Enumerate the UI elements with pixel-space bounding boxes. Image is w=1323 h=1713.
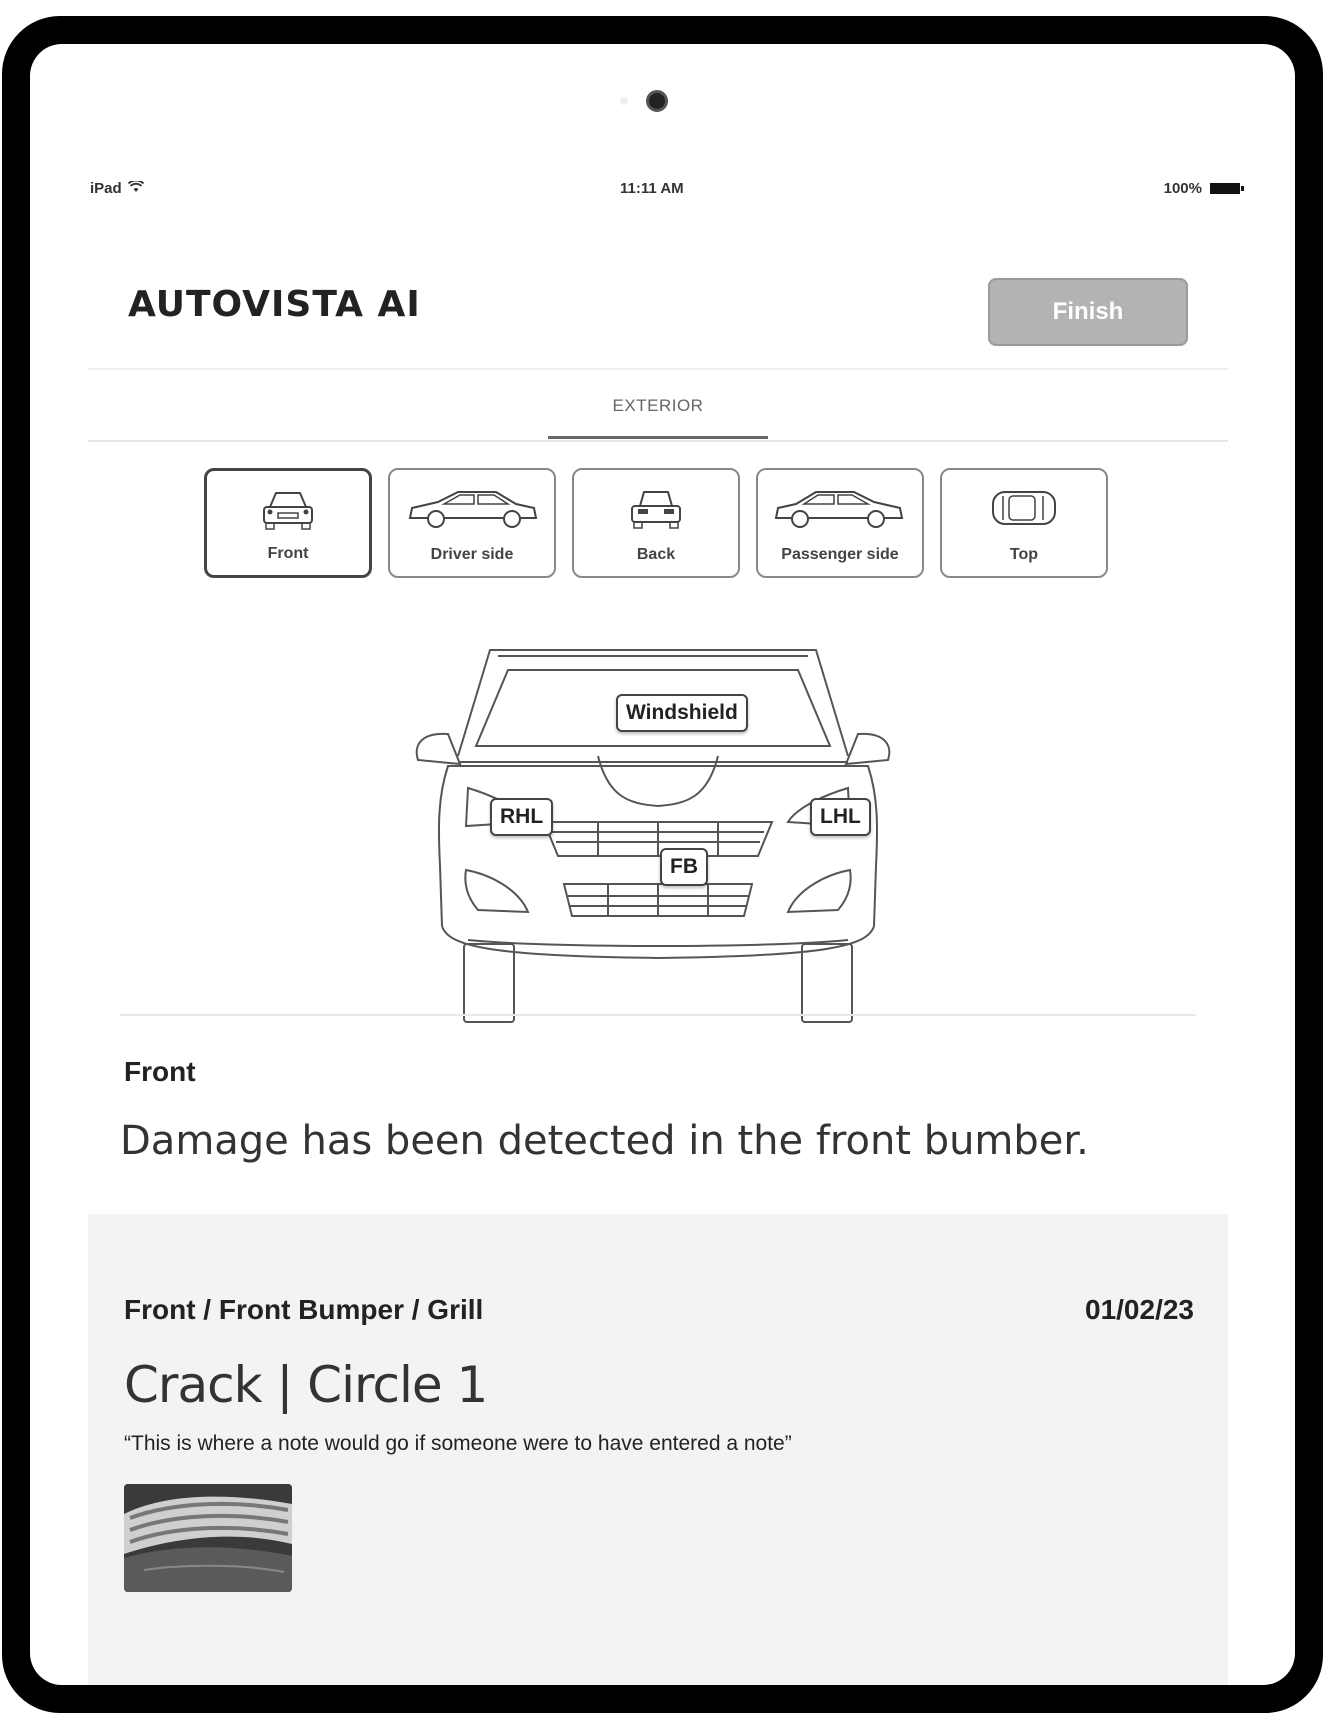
- damage-photo-thumbnail[interactable]: [124, 1484, 292, 1592]
- damage-location-path: Front / Front Bumper / Grill: [124, 1294, 484, 1325]
- view-front-label: Front: [267, 545, 309, 562]
- car-front-icon: [256, 487, 320, 536]
- view-driver-side-button[interactable]: [388, 468, 556, 578]
- view-back-label: Back: [636, 546, 676, 563]
- view-driver-side-label: Driver side: [430, 546, 514, 563]
- windshield-tag[interactable]: Windshield: [616, 694, 748, 732]
- active-tab-indicator: [548, 436, 768, 439]
- section-title: Front: [124, 1056, 196, 1087]
- ipad-frame: [2, 16, 1323, 1713]
- view-back-button[interactable]: [572, 468, 740, 578]
- sensor-dot: [620, 97, 628, 105]
- tab-exterior[interactable]: EXTERIOR: [612, 396, 704, 415]
- fb-tag[interactable]: FB: [660, 848, 708, 886]
- app-header: [88, 206, 1228, 368]
- battery-percent: 100%: [1163, 180, 1202, 197]
- status-bar: [90, 180, 1250, 204]
- tab-bar: [88, 370, 1228, 442]
- camera-icon: [646, 90, 668, 112]
- damage-title: Crack | Circle 1: [124, 1356, 488, 1414]
- wifi-icon: [128, 180, 144, 197]
- view-top-button[interactable]: [940, 468, 1108, 578]
- view-top-label: Top: [1009, 546, 1039, 563]
- view-passenger-side-label: Passenger side: [781, 546, 899, 563]
- app-logo: AUTOVISTA AI: [128, 284, 421, 325]
- device-name: iPad: [90, 180, 122, 197]
- tab-divider: [88, 440, 1228, 442]
- lhl-tag[interactable]: LHL: [810, 798, 871, 836]
- car-side-icon: [772, 486, 908, 535]
- view-front-button[interactable]: [204, 468, 372, 578]
- car-back-icon: [624, 486, 688, 535]
- view-selector: [204, 468, 1108, 578]
- finish-button[interactable]: Finish: [988, 278, 1188, 346]
- damage-summary: Damage has been detected in the front bumber.: [120, 1118, 1089, 1164]
- battery-icon: [1210, 183, 1240, 194]
- diagram-divider: [120, 1014, 1196, 1016]
- view-passenger-side-button[interactable]: [756, 468, 924, 578]
- car-side-icon: [404, 486, 540, 535]
- ipad-screen: [30, 44, 1295, 1685]
- damage-date: 01/02/23: [1085, 1294, 1194, 1325]
- car-front-illustration: [348, 626, 968, 1026]
- rhl-tag[interactable]: RHL: [490, 798, 553, 836]
- app-container: [88, 206, 1228, 1685]
- damage-note: “This is where a note would go if someone were to have entered a note”: [124, 1432, 792, 1455]
- car-top-icon: [989, 486, 1059, 535]
- car-front-diagram: [348, 626, 968, 1026]
- clock: 11:11 AM: [620, 180, 684, 197]
- damage-card[interactable]: [88, 1214, 1228, 1685]
